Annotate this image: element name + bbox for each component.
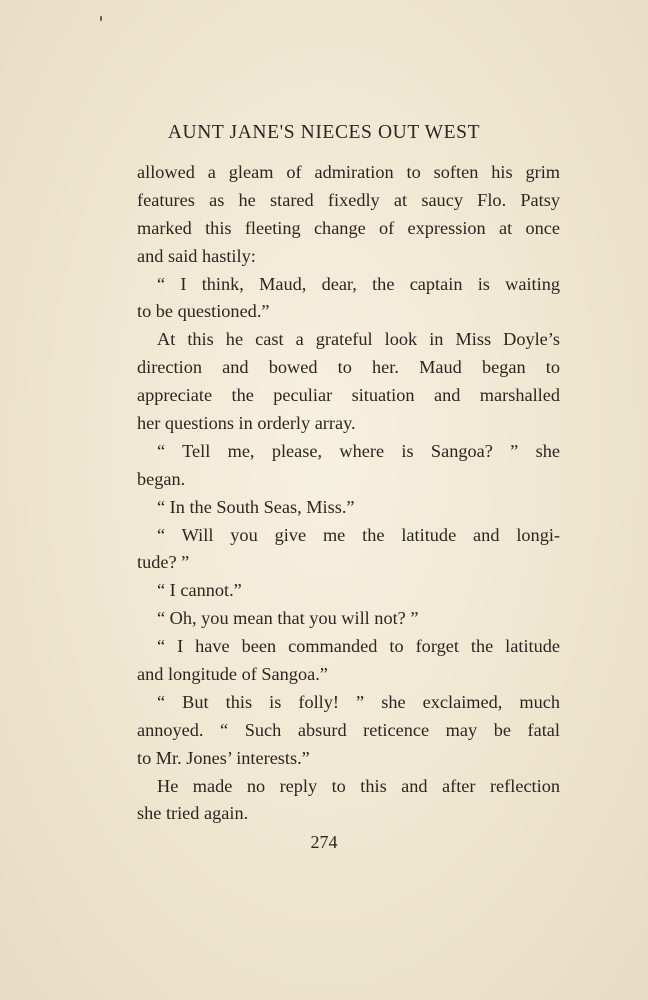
text-line: her questions in orderly array. [137, 413, 356, 434]
text-line: to be questioned.” [137, 301, 270, 322]
running-header: AUNT JANE'S NIECES OUT WEST [167, 122, 481, 143]
text-line: “ Will you give me the latitude and longi- [157, 524, 560, 545]
text-line: “ But this is folly! ” she exclaimed, much [157, 691, 560, 712]
text-line: began. [137, 468, 186, 489]
page-number: 274 [310, 832, 338, 852]
text-line: to Mr. Jones’ interests.” [137, 747, 310, 768]
text-line: and longitude of Sangoa.” [137, 664, 328, 685]
text-line: “ I cannot.” [157, 580, 242, 601]
text-line: “ In the South Seas, Miss.” [157, 496, 355, 517]
text-line: “ Tell me, please, where is Sangoa? ” she [157, 440, 560, 461]
text-line: annoyed. “ Such absurd reticence may be fatal [137, 719, 560, 740]
text-line: He made no reply to this and after reflection [157, 775, 560, 796]
text-line: and said hastily: [137, 245, 256, 266]
text-line: allowed a gleam of admiration to soften his grim [137, 162, 560, 182]
ink-speck [100, 16, 102, 21]
text-line: “ I think, Maud, dear, the captain is waiting [157, 273, 560, 294]
text-line: At this he cast a grateful look in Miss Doyle’s [157, 329, 560, 350]
text-line: she tried again. [137, 803, 249, 824]
text-line: “ I have been commanded to forget the latitude [157, 636, 560, 657]
text-line: features as he stared fixedly at saucy Flo. Patsy [137, 189, 560, 210]
body-text [137, 159, 560, 828]
text-line: tude? ” [137, 552, 190, 573]
text-line: direction and bowed to her. Maud began to [137, 357, 560, 378]
text-line: marked this fleeting change of expression at once [137, 217, 560, 238]
text-line: “ Oh, you mean that you will not? ” [157, 608, 419, 629]
text-line: appreciate the peculiar situation and marshalled [137, 385, 560, 406]
